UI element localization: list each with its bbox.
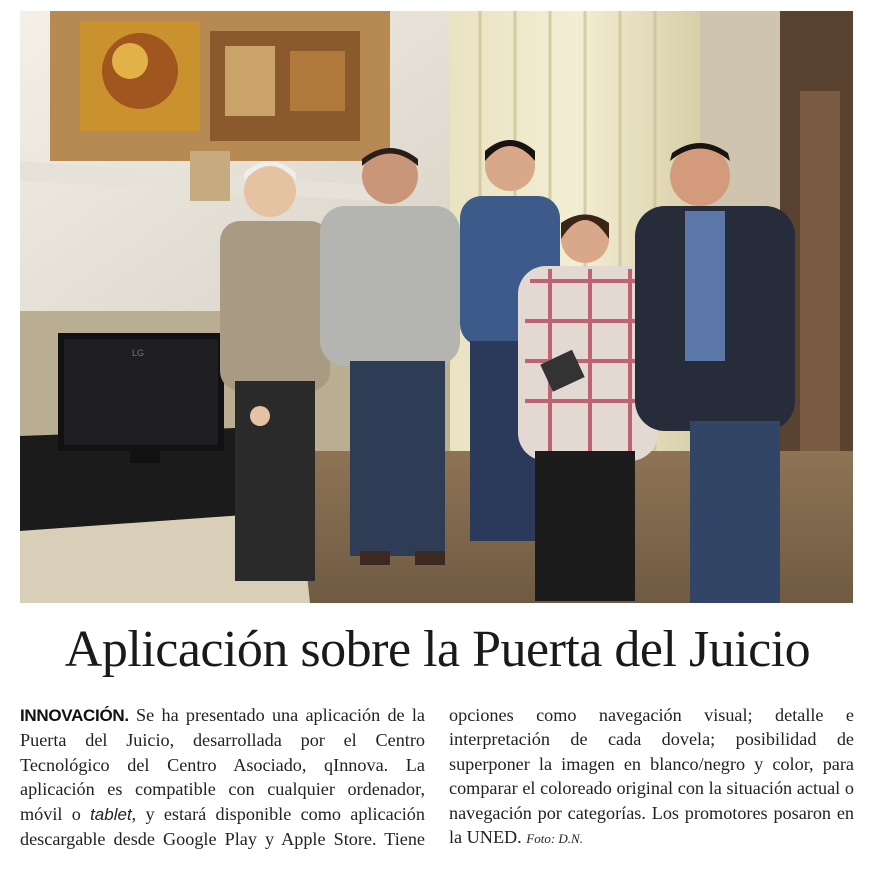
- body-text-part-1: Se ha presentado una aplicación de la Puerta del Juicio, desarrollada por el Centro Tecnológico del Centro Asociado, qInnova. La aplicación es compatible con cualquier ordenador, móvil o: [20, 705, 425, 824]
- tablet-word: tablet: [90, 804, 132, 824]
- photo-credit: Foto: D.N.: [526, 831, 583, 847]
- body-text-part-2: , y estará disponible como aplicación descargable desde Google Play y Apple Store. Tiene opciones como navegación visual; detalle e interpretación de cada dovela; posibilidad de superponer la imagen en blanco/negro y color, para comparar el coloreado original con la situación actual o navegación por categorías. Los promotores posaron en la UNED.: [20, 705, 854, 850]
- monitor: [58, 333, 224, 463]
- news-photo: [20, 11, 853, 603]
- article-paragraph: [20, 703, 854, 851]
- kicker: INNOVACIÓN.: [20, 706, 129, 725]
- person-1: [220, 161, 330, 581]
- article-body: [20, 703, 854, 851]
- svg-text:LG: LG: [132, 348, 145, 358]
- photo-illustration: [20, 11, 853, 603]
- headline: Aplicación sobre la Puerta del Juicio: [64, 621, 811, 678]
